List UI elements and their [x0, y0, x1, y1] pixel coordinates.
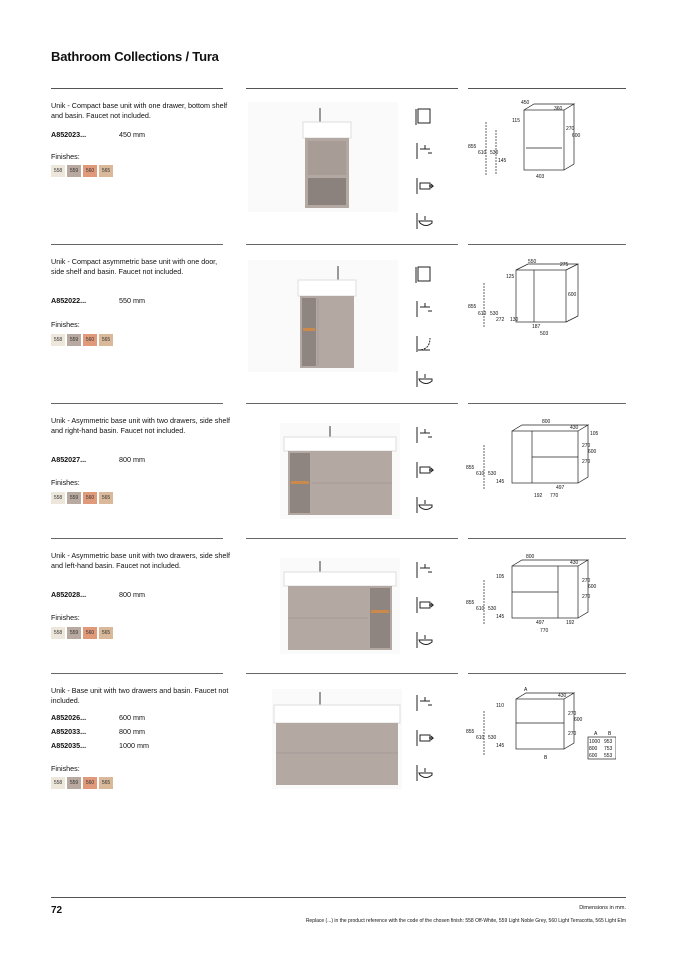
row-rule: [51, 538, 223, 539]
product-photo: [248, 260, 398, 372]
dim-label: 270: [582, 459, 591, 465]
product-code: A852035...: [51, 741, 87, 750]
dim-label: 125: [506, 274, 515, 280]
dim-label: 275: [560, 262, 569, 268]
dim-label: 187: [532, 324, 541, 330]
code-line: [51, 455, 145, 469]
dim-label: 610: [478, 311, 487, 317]
feature-icons: [414, 106, 436, 246]
product-size: 550 mm: [119, 296, 145, 305]
product-code: A852023...: [51, 130, 87, 139]
dim-label: 600: [588, 584, 597, 590]
product-photo: [280, 558, 400, 654]
dim-label: 105: [590, 431, 599, 437]
dimension-drawing: [466, 100, 596, 180]
dim-label: 600: [572, 133, 581, 139]
product-photo: [248, 102, 398, 212]
basin-icon: [414, 211, 434, 231]
product-size: 600 mm: [119, 713, 145, 722]
finishes-label: Finishes:: [51, 152, 80, 161]
swatch-558: 558: [51, 777, 65, 789]
dimension-drawing: [466, 417, 616, 507]
product-size: 1000 mm: [119, 741, 149, 750]
dim-label: 145: [496, 743, 505, 749]
dim-label: 550: [528, 259, 537, 265]
dim-label: 503: [540, 331, 549, 337]
dim-label: 855: [466, 465, 475, 471]
dim-label: 855: [468, 144, 477, 150]
swatch-559: 559: [67, 627, 81, 639]
row-rule: [51, 244, 223, 245]
dim-table-header: B: [608, 731, 612, 737]
dim-table-cell: 753: [604, 746, 613, 752]
dim-label: 770: [540, 628, 549, 634]
code-line: [51, 130, 145, 144]
swatch-559: 559: [67, 334, 81, 346]
product-description: Unik - Base unit with two drawers and basin. Faucet not included.: [51, 686, 229, 705]
swatch-559: 559: [67, 777, 81, 789]
dim-label: 115: [512, 118, 520, 124]
code-line: [51, 727, 149, 741]
swatch-560: 560: [83, 334, 97, 346]
product-size: 450 mm: [119, 130, 145, 139]
swatch-558: 558: [51, 165, 65, 177]
feature-icons: [414, 425, 436, 530]
swatch-565: 565: [99, 492, 113, 504]
dim-label: 403: [536, 174, 545, 180]
swatch-560: 560: [83, 777, 97, 789]
tap-icon: [414, 560, 434, 580]
swatch-558: 558: [51, 627, 65, 639]
finish-swatches: [51, 627, 113, 639]
page-title: Bathroom Collections / Tura: [51, 49, 219, 64]
swatch-560: 560: [83, 627, 97, 639]
drawer-icon: [414, 728, 434, 748]
product-description: Unik - Compact base unit with one drawer, bottom shelf and basin. Faucet not included.: [51, 101, 228, 120]
product-row: [0, 244, 678, 404]
dim-label: 610: [478, 150, 487, 156]
product-code: A852028...: [51, 590, 87, 599]
row-rule: [246, 538, 458, 539]
dim-label: 855: [468, 304, 477, 310]
dim-label: 610: [476, 735, 485, 741]
finishes-label: Finishes:: [51, 613, 80, 622]
row-rule: [246, 403, 458, 404]
swatch-565: 565: [99, 334, 113, 346]
row-rule: [468, 244, 626, 245]
finishes-label: Finishes:: [51, 478, 80, 487]
row-rule: [246, 244, 458, 245]
dim-label: 270: [582, 594, 591, 600]
dim-label: 110: [496, 703, 504, 709]
code-line: [51, 741, 149, 755]
dim-label: 497: [556, 485, 565, 491]
dim-label: 450: [521, 100, 530, 106]
product-row: [0, 673, 678, 823]
product-row: [0, 88, 678, 246]
tap-icon: [414, 425, 434, 445]
dim-label: 105: [496, 574, 505, 580]
drawer-icon: [414, 595, 434, 615]
dim-label: 770: [550, 493, 559, 499]
product-code: A852022...: [51, 296, 87, 305]
wall-hung-icon: [414, 264, 434, 284]
dim-table-cell: 553: [604, 753, 613, 759]
feature-icons: [414, 693, 436, 798]
dim-label: 192: [534, 493, 543, 499]
dim-label: 800: [526, 554, 535, 560]
basin-icon: [414, 369, 434, 389]
tap-icon: [414, 693, 434, 713]
product-size: 800 mm: [119, 455, 145, 464]
finish-swatches: [51, 777, 113, 789]
swatch-560: 560: [83, 165, 97, 177]
code-line: [51, 590, 145, 604]
dim-label: 145: [498, 158, 507, 164]
dim-label: A: [524, 687, 528, 693]
dim-label: 430: [570, 560, 579, 566]
swatch-565: 565: [99, 777, 113, 789]
dim-label: 130: [510, 317, 519, 323]
product-description: Unik - Asymmetric base unit with two drawers, side shelf and right-hand basin. Faucet not included.: [51, 416, 230, 435]
finish-swatches: [51, 334, 113, 346]
row-rule: [246, 673, 458, 674]
dim-table-cell: 953: [604, 739, 613, 745]
dimension-drawing: [466, 258, 596, 340]
dim-label: 272: [496, 317, 505, 323]
product-size: 800 mm: [119, 590, 145, 599]
code-line: [51, 713, 149, 727]
dim-label: 270: [582, 443, 591, 449]
page-number: 72: [51, 905, 63, 916]
dim-label: 430: [570, 425, 579, 431]
dim-label: 270: [568, 731, 577, 737]
dim-label: B: [544, 755, 548, 761]
product-codes: [51, 130, 145, 144]
dim-label: 855: [466, 600, 475, 606]
finishes-label: Finishes:: [51, 320, 80, 329]
wall-hung-icon: [414, 106, 434, 126]
product-photo: [280, 423, 400, 519]
dim-label: 360: [554, 106, 563, 112]
swatch-559: 559: [67, 492, 81, 504]
product-description: Unik - Compact asymmetric base unit with one door, side shelf and basin. Faucet not included.: [51, 257, 218, 276]
swatch-565: 565: [99, 627, 113, 639]
dim-label: 145: [496, 479, 505, 485]
product-code: A852033...: [51, 727, 87, 736]
product-size: 800 mm: [119, 727, 145, 736]
swatch-558: 558: [51, 334, 65, 346]
dim-label: 530: [488, 471, 497, 477]
finish-swatches: [51, 492, 113, 504]
dim-label: 145: [496, 614, 505, 620]
product-description: Unik - Asymmetric base unit with two drawers, side shelf and left-hand basin. Faucet not included.: [51, 551, 230, 570]
product-codes: [51, 296, 145, 310]
dim-label: 600: [568, 292, 577, 298]
dim-label: 530: [490, 150, 499, 156]
swatch-560: 560: [83, 492, 97, 504]
product-row: [0, 538, 678, 674]
dim-label: 497: [536, 620, 545, 626]
basin-icon: [414, 495, 434, 515]
dim-table-header: A: [594, 731, 598, 737]
dim-label: 192: [566, 620, 575, 626]
tap-icon: [414, 299, 434, 319]
footer-rule: [51, 897, 626, 898]
product-codes: [51, 590, 145, 604]
dim-label: 610: [476, 606, 485, 612]
basin-icon: [414, 763, 434, 783]
product-codes: [51, 713, 149, 755]
door-icon: [414, 334, 434, 354]
dim-label: 430: [558, 693, 567, 699]
dim-label: 270: [568, 711, 577, 717]
tap-icon: [414, 141, 434, 161]
swatch-565: 565: [99, 165, 113, 177]
finish-code-note: Replace (...) in the product reference with the code of the chosen finish: 558 Off-White, 559 Light Noble Grey, 560 Light Terracotta, 565 Light Elm: [305, 918, 626, 924]
row-rule: [468, 538, 626, 539]
dim-label: 800: [542, 419, 551, 425]
dim-label: 270: [566, 126, 575, 132]
dim-label: 610: [476, 471, 485, 477]
dim-label: 530: [488, 606, 497, 612]
product-photo: [272, 689, 402, 789]
row-rule: [468, 673, 626, 674]
dim-table-cell: 800: [589, 746, 598, 752]
dim-label: 270: [582, 578, 591, 584]
feature-icons: [414, 560, 436, 665]
finishes-label: Finishes:: [51, 764, 80, 773]
dim-label: 530: [488, 735, 497, 741]
dim-table-cell: 1000: [589, 739, 601, 745]
basin-icon: [414, 630, 434, 650]
swatch-559: 559: [67, 165, 81, 177]
finish-swatches: [51, 165, 113, 177]
dim-label: 530: [490, 311, 499, 317]
dim-label: 600: [574, 717, 583, 723]
swatch-558: 558: [51, 492, 65, 504]
dimension-drawing: [466, 552, 616, 642]
product-code: A852026...: [51, 713, 87, 722]
row-rule: [51, 673, 223, 674]
row-rule: [51, 403, 223, 404]
drawer-icon: [414, 460, 434, 480]
product-codes: [51, 455, 145, 469]
dimension-drawing: [466, 683, 616, 773]
product-row: [0, 403, 678, 539]
dimensions-note: Dimensions in mm.: [579, 905, 626, 911]
feature-icons: [414, 264, 436, 404]
dim-label: 600: [588, 449, 597, 455]
drawer-icon: [414, 176, 434, 196]
row-rule: [468, 403, 626, 404]
dim-label: 855: [466, 729, 475, 735]
dim-table-cell: 600: [589, 753, 598, 759]
code-line: [51, 296, 145, 310]
product-code: A852027...: [51, 455, 87, 464]
